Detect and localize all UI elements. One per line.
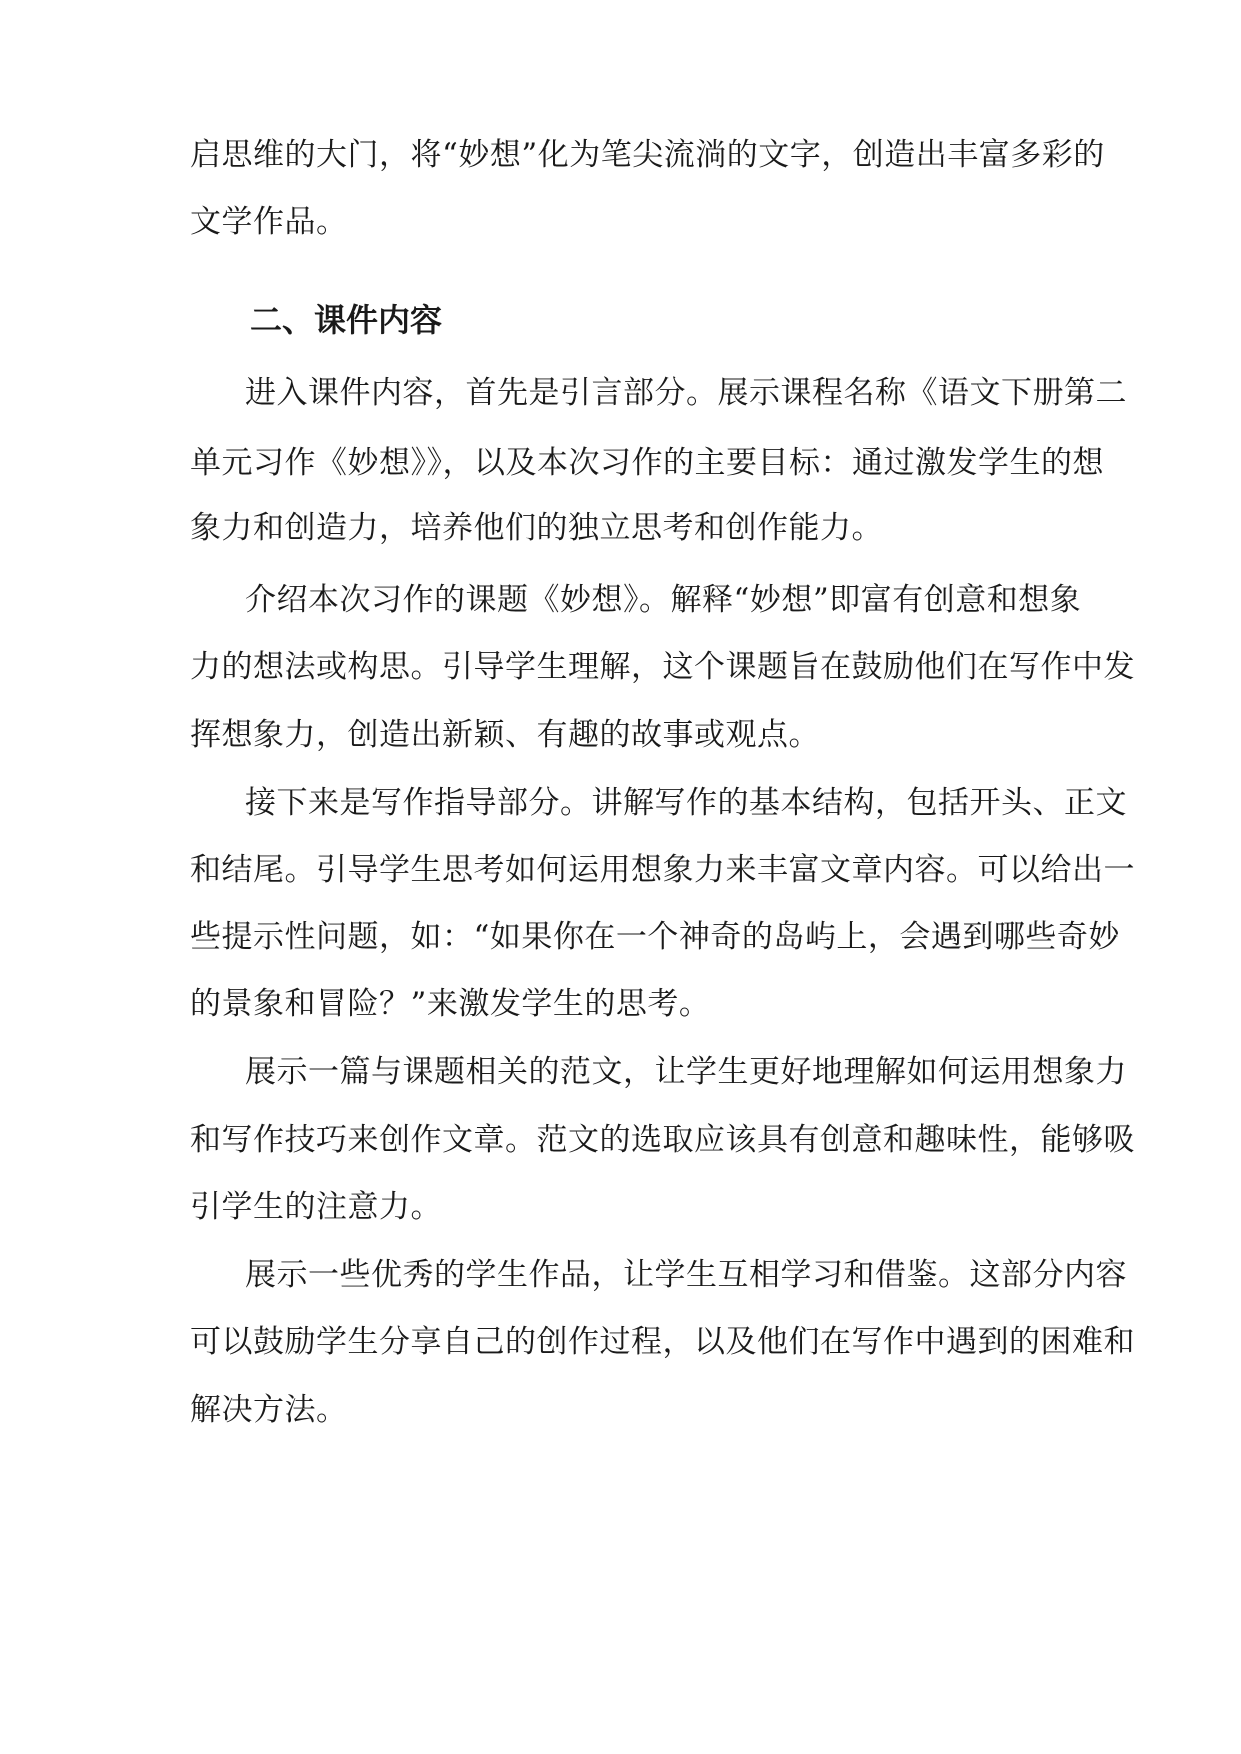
paragraph-line: 接下来是写作指导部分。讲解写作的基本结构，包括开头、正文 bbox=[245, 785, 1127, 821]
paragraph-line: 解决方法。 bbox=[190, 1392, 348, 1428]
paragraph-line: 展示一篇与课题相关的范文，让学生更好地理解如何运用想象力 bbox=[245, 1054, 1127, 1090]
paragraph-line: 介绍本次习作的课题《妙想》。解释“妙想”即富有创意和想象 bbox=[245, 582, 1082, 618]
paragraph-line: 挥想象力，创造出新颖、有趣的故事或观点。 bbox=[190, 717, 820, 753]
paragraph-line: 象力和创造力，培养他们的独立思考和创作能力。 bbox=[190, 510, 883, 546]
paragraph-line: 和结尾。引导学生思考如何运用想象力来丰富文章内容。可以给出一 bbox=[190, 852, 1135, 888]
paragraph-line: 些提示性问题，如：“如果你在一个神奇的岛屿上，会遇到哪些奇妙 bbox=[190, 919, 1120, 955]
paragraph-line: 单元习作《妙想》》，以及本次习作的主要目标：通过激发学生的想 bbox=[190, 445, 1104, 481]
paragraph-line: 展示一些优秀的学生作品，让学生互相学习和借鉴。这部分内容 bbox=[245, 1257, 1127, 1293]
paragraph-line: 的景象和冒险？”来激发学生的思考。 bbox=[190, 986, 711, 1022]
paragraph-line: 可以鼓励学生分享自己的创作过程，以及他们在写作中遇到的困难和 bbox=[190, 1324, 1135, 1360]
intro-line: 文学作品。 bbox=[190, 204, 348, 240]
section-heading: 二、课件内容 bbox=[250, 301, 443, 339]
paragraph-line: 力的想法或构思。引导学生理解，这个课题旨在鼓励他们在写作中发 bbox=[190, 649, 1135, 685]
paragraph-line: 引学生的注意力。 bbox=[190, 1189, 442, 1225]
paragraph-line: 进入课件内容，首先是引言部分。展示课程名称《语文下册第二 bbox=[245, 375, 1127, 411]
intro-line: 启思维的大门，将“妙想”化为笔尖流淌的文字，创造出丰富多彩的 bbox=[190, 137, 1105, 173]
paragraph-line: 和写作技巧来创作文章。范文的选取应该具有创意和趣味性，能够吸 bbox=[190, 1122, 1135, 1158]
